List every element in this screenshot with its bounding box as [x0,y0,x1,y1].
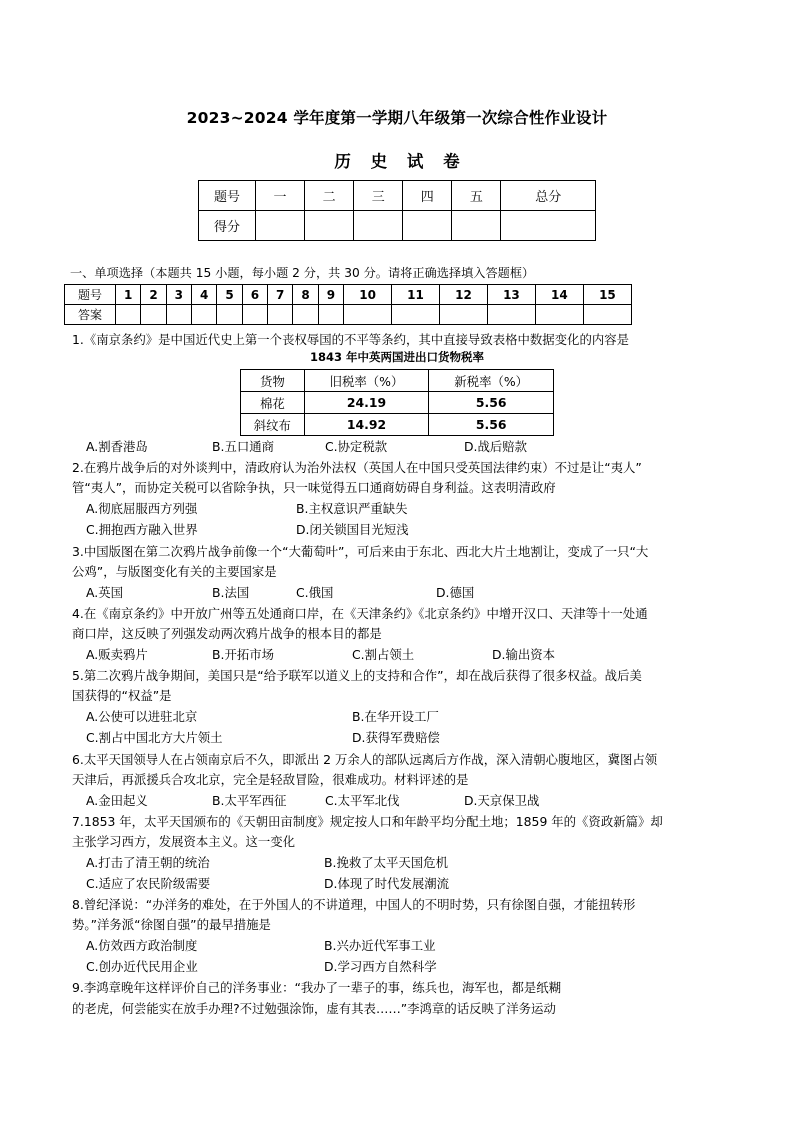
answer-cell[interactable] [344,305,392,325]
answer-cell[interactable] [293,305,318,325]
q9-stem-line2: 的老虎，何尝能实在放手办理?不过勉强涂饰，虚有其表……”李鸿章的话反映了洋务运动 [72,1001,556,1016]
answer-row-label: 答案 [65,305,116,325]
answer-cell[interactable] [242,305,267,325]
tax-table-row [241,414,554,436]
score-table [198,180,596,241]
q7-option-c[interactable]: C.适应了农民阶级需要 [86,876,211,891]
answer-cell[interactable] [141,305,166,325]
q6-option-c[interactable]: C.太平军北伐 [325,793,400,808]
answer-cell[interactable] [487,305,535,325]
q6-stem-line2: 天津后，再派援兵合攻北京，完全是轻敌冒险，很难成功。材料评述的是 [72,772,469,787]
score-entry-cell[interactable] [354,211,403,241]
answer-number-row [65,285,632,305]
score-entry-cell[interactable] [501,211,596,241]
score-label-cell: 得分 [199,211,256,241]
q1-table-caption: 1843 年中英两国进出口货物税率 [309,350,484,364]
q3-option-d[interactable]: D.德国 [436,585,475,600]
q5-option-c[interactable]: C.割占中国北方大片领土 [86,730,223,745]
answer-cell[interactable] [583,305,631,325]
exam-subtitle: 历 史 试 卷 [334,152,460,171]
q5-stem-line2: 国获得的“权益”是 [72,688,172,703]
question-number-cell: 9 [318,285,343,305]
tax-old-rate-cell: 14.92 [304,414,429,436]
question-number-cell: 3 [166,285,191,305]
score-header-cell: 总分 [501,181,596,211]
q1-option-d[interactable]: D.战后赔款 [464,439,528,454]
question-number-cell: 13 [487,285,535,305]
q5-option-a[interactable]: A.公使可以进驻北京 [86,709,198,724]
q1-option-b[interactable]: B.五口通商 [212,439,275,454]
question-number-cell: 6 [242,285,267,305]
tax-header-cell: 货物 [241,370,305,392]
q1-option-a[interactable]: A.割香港岛 [86,439,148,454]
q2-stem-line1: 2.在鸦片战争后的对外谈判中，清政府认为治外法权（英国人在中国只受英国法律约束）不过是让“夷人” [72,460,642,475]
q2-option-d[interactable]: D.闭关锁国目光短浅 [296,522,409,537]
q1-tax-table [240,369,554,436]
q4-option-a[interactable]: A.贩卖鸦片 [86,647,148,662]
score-entry-cell[interactable] [256,211,305,241]
answer-cell[interactable] [217,305,242,325]
q7-stem-line2: 主张学习西方，发展资本主义。这一变化 [72,834,296,849]
section1-heading: 一、单项选择（本题共 15 小题，每小题 2 分，共 30 分。请将正确选择填入答题框） [70,266,535,280]
q3-stem-line2: 公鸡”，与版图变化有关的主要国家是 [72,564,277,579]
answer-row-label: 题号 [65,285,116,305]
q3-option-b[interactable]: B.法国 [212,585,250,600]
question-number-cell: 14 [535,285,583,305]
q7-option-d[interactable]: D.体现了时代发展潮流 [324,876,449,891]
tax-goods-cell: 斜纹布 [241,414,305,436]
q2-option-a[interactable]: A.彻底屈服西方列强 [86,501,198,516]
q7-option-b[interactable]: B.挽救了太平天国危机 [324,855,448,870]
question-number-cell: 5 [217,285,242,305]
score-entry-cell[interactable] [452,211,501,241]
answer-cell[interactable] [268,305,293,325]
score-table-score-row [199,211,596,241]
q8-stem-line2: 势。”洋务派“徐图自强”的最早措施是 [72,917,271,932]
answer-cell[interactable] [166,305,191,325]
score-header-cell: 二 [305,181,354,211]
answer-cell[interactable] [392,305,440,325]
question-number-cell: 11 [392,285,440,305]
q4-option-b[interactable]: B.开拓市场 [212,647,275,662]
tax-new-rate-cell: 5.56 [429,414,554,436]
q8-stem-line1: 8.曾纪泽说：“办洋务的难处，在于外国人的不讲道理，中国人的不明时势，只有徐图自强，才能扭转形 [72,897,636,912]
q8-option-d[interactable]: D.学习西方自然科学 [324,959,437,974]
q7-stem-line1: 7.1853 年，太平天国颁布的《天朝田亩制度》规定按人口和年龄平均分配土地；1859 年的《资政新篇》却 [72,814,663,829]
q2-option-b[interactable]: B.主权意识严重缺失 [296,501,408,516]
q4-stem-line1: 4.在《南京条约》中开放广州等五处通商口岸，在《天津条约》《北京条约》中增开汉口、天津等十一处通 [72,606,648,621]
score-entry-cell[interactable] [403,211,452,241]
question-number-cell: 7 [268,285,293,305]
answer-cell[interactable] [535,305,583,325]
q6-option-a[interactable]: A.金田起义 [86,793,148,808]
q4-stem-line2: 商口岸，这反映了列强发动两次鸦片战争的根本目的都是 [72,626,382,641]
q8-option-a[interactable]: A.仿效西方政治制度 [86,938,198,953]
answer-cell[interactable] [318,305,343,325]
q1-option-c[interactable]: C.协定税款 [325,439,388,454]
question-number-cell: 10 [344,285,392,305]
q7-option-a[interactable]: A.打击了清王朝的统治 [86,855,210,870]
question-number-cell: 2 [141,285,166,305]
score-header-cell: 一 [256,181,305,211]
answer-cell[interactable] [192,305,217,325]
q1-stem: 1.《南京条约》是中国近代史上第一个丧权辱国的不平等条约，其中直接导致表格中数据变化的内容是 [72,332,630,347]
question-number-cell: 15 [583,285,631,305]
question-number-cell: 1 [116,285,141,305]
tax-old-rate-cell: 24.19 [304,392,429,414]
tax-new-rate-cell: 5.56 [429,392,554,414]
exam-title: 2023~2024 学年度第一学期八年级第一次综合性作业设计 [186,109,608,127]
q8-option-b[interactable]: B.兴办近代军事工业 [324,938,436,953]
q5-stem-line1: 5.第二次鸦片战争期间，美国只是“给予联军以道义上的支持和合作”，却在战后获得了很多权益。战后美 [72,668,642,683]
q9-stem-line1: 9.李鸿章晚年这样评价自己的洋务事业：“我办了一辈子的事，练兵也，海军也，都是纸糊 [72,980,562,995]
answer-cell[interactable] [440,305,488,325]
q5-option-b[interactable]: B.在华开设工厂 [352,709,439,724]
question-number-cell: 12 [440,285,488,305]
answer-entry-row [65,305,632,325]
score-header-cell: 题号 [199,181,256,211]
answer-cell[interactable] [116,305,141,325]
score-header-cell: 三 [354,181,403,211]
q4-option-d[interactable]: D.输出资本 [492,647,556,662]
score-header-cell: 四 [403,181,452,211]
question-number-cell: 4 [192,285,217,305]
q3-option-a[interactable]: A.英国 [86,585,123,600]
tax-table-row [241,392,554,414]
q3-stem-line1: 3.中国版图在第二次鸦片战争前像一个“大葡萄叶”，可后来由于东北、西北大片土地割让，变成了一只“大 [72,544,649,559]
q3-option-c[interactable]: C.俄国 [296,585,334,600]
q8-option-c[interactable]: C.创办近代民用企业 [86,959,198,974]
q4-option-c[interactable]: C.割占领土 [352,647,415,662]
score-header-cell: 五 [452,181,501,211]
q2-option-c[interactable]: C.拥抱西方融入世界 [86,522,198,537]
tax-header-cell: 新税率（%） [429,370,554,392]
tax-header-cell: 旧税率（%） [304,370,429,392]
answer-table [64,284,632,325]
q5-option-d[interactable]: D.获得军费赔偿 [352,730,440,745]
score-table-header-row [199,181,596,211]
q6-option-d[interactable]: D.天京保卫战 [464,793,540,808]
tax-table-header [241,370,554,392]
tax-goods-cell: 棉花 [241,392,305,414]
q6-stem-line1: 6.太平天国领导人在占领南京后不久，即派出 2 万余人的部队远离后方作战，深入清朝心腹地区，冀图占领 [72,752,658,767]
q2-stem-line2: 管“夷人”，而协定关税可以省除争执，只一味觉得五口通商妨碍自身利益。这表明清政府 [72,480,556,495]
q6-option-b[interactable]: B.太平军西征 [212,793,287,808]
score-entry-cell[interactable] [305,211,354,241]
question-number-cell: 8 [293,285,318,305]
